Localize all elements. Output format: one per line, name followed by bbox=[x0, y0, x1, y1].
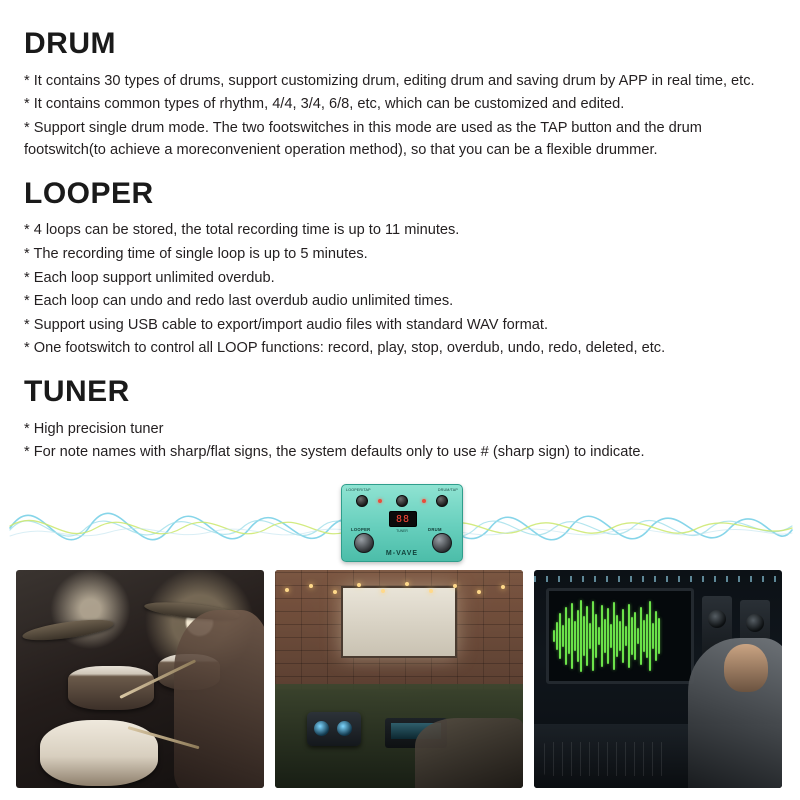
bullet-list-drum bbox=[24, 70, 776, 162]
list-item: * 4 loops can be stored, the total recording time is up to 11 minutes. bbox=[24, 222, 460, 239]
footswitch-label-drum: DRUM bbox=[428, 527, 442, 532]
portable-speaker bbox=[307, 712, 361, 746]
light-bulb-icon bbox=[309, 584, 313, 588]
light-bulb-icon bbox=[285, 588, 289, 592]
drummer-figure bbox=[174, 610, 264, 788]
bullet-list-looper bbox=[24, 219, 776, 360]
audio-engineer-head bbox=[724, 644, 768, 692]
section-title-drum: DRUM bbox=[24, 27, 116, 60]
knob-left[interactable] bbox=[356, 495, 368, 507]
light-bulb-icon bbox=[477, 590, 481, 594]
list-item: * Each loop support unlimited overdub. bbox=[24, 269, 275, 286]
studio-monitor-screen bbox=[546, 588, 694, 684]
pedal-brand-label: M-VAVE bbox=[385, 550, 419, 557]
light-bulb-icon bbox=[501, 585, 505, 589]
cymbal-icon bbox=[21, 616, 114, 645]
section-title-looper: LOOPER bbox=[24, 176, 154, 210]
ceiling-lights bbox=[534, 576, 782, 582]
pedal-display: 88 bbox=[389, 511, 417, 527]
light-bulb-icon bbox=[405, 582, 409, 586]
seated-people bbox=[415, 718, 523, 788]
list-item: * It contains common types of rhythm, 4/4, 3/4, 6/8, etc, which can be customized and edited. bbox=[24, 96, 625, 113]
list-item: * One footswitch to control all LOOP functions: record, play, stop, overdub, undo, redo, deleted, etc. bbox=[24, 340, 666, 357]
light-bulb-icon bbox=[453, 584, 457, 588]
bullet-list-tuner bbox=[24, 418, 776, 464]
string-lights bbox=[275, 576, 523, 602]
list-item: * The recording time of single loop is up to 5 minutes. bbox=[24, 246, 368, 263]
drum-kit-photo bbox=[16, 570, 264, 788]
list-item: * Support using USB cable to export/import audio files with standard WAV format. bbox=[24, 316, 548, 333]
list-item: * Each loop can undo and redo last overdub audio unlimited times. bbox=[24, 293, 454, 310]
section-drum bbox=[24, 28, 776, 162]
light-bulb-icon bbox=[357, 583, 361, 587]
section-looper bbox=[24, 178, 776, 360]
light-bulb-icon bbox=[381, 589, 385, 593]
light-bulb-icon bbox=[333, 590, 337, 594]
outdoor-party-photo bbox=[275, 570, 523, 788]
led-indicator-right bbox=[422, 499, 426, 503]
list-item: * It contains 30 types of drums, support customizing drum, editing drum and saving drum by APP in real time, etc. bbox=[24, 72, 755, 89]
knob-right[interactable] bbox=[436, 495, 448, 507]
section-tuner bbox=[24, 376, 776, 464]
mixing-console bbox=[544, 742, 664, 776]
knob-center[interactable] bbox=[396, 495, 408, 507]
pedal-label-looper-tap: LOOPER/TAP bbox=[346, 488, 371, 492]
led-indicator-left bbox=[378, 499, 382, 503]
studio-waveform-photo bbox=[534, 570, 782, 788]
footswitch-label-looper: LOOPER bbox=[351, 527, 371, 532]
pedal-label-tuner: TUNER bbox=[396, 529, 408, 533]
pedal-label-drum-tap: DRUM/TAP bbox=[437, 488, 458, 492]
light-bulb-icon bbox=[429, 589, 433, 593]
waveform-display bbox=[553, 599, 687, 673]
list-item: * High precision tuner bbox=[24, 420, 164, 437]
list-item: * For note names with sharp/flat signs, the system defaults only to use # (sharp sign) to indicate. bbox=[24, 444, 645, 461]
section-title-tuner: TUNER bbox=[24, 375, 130, 409]
photo-strip bbox=[16, 570, 784, 788]
looper-pedal-device bbox=[341, 484, 463, 562]
list-item: * Support single drum mode. The two footswitches in this mode are used as the TAP button and the drum footswitch(to achieve a moreconvenient operation method), so that you can be a flexible drummer. bbox=[24, 119, 702, 159]
